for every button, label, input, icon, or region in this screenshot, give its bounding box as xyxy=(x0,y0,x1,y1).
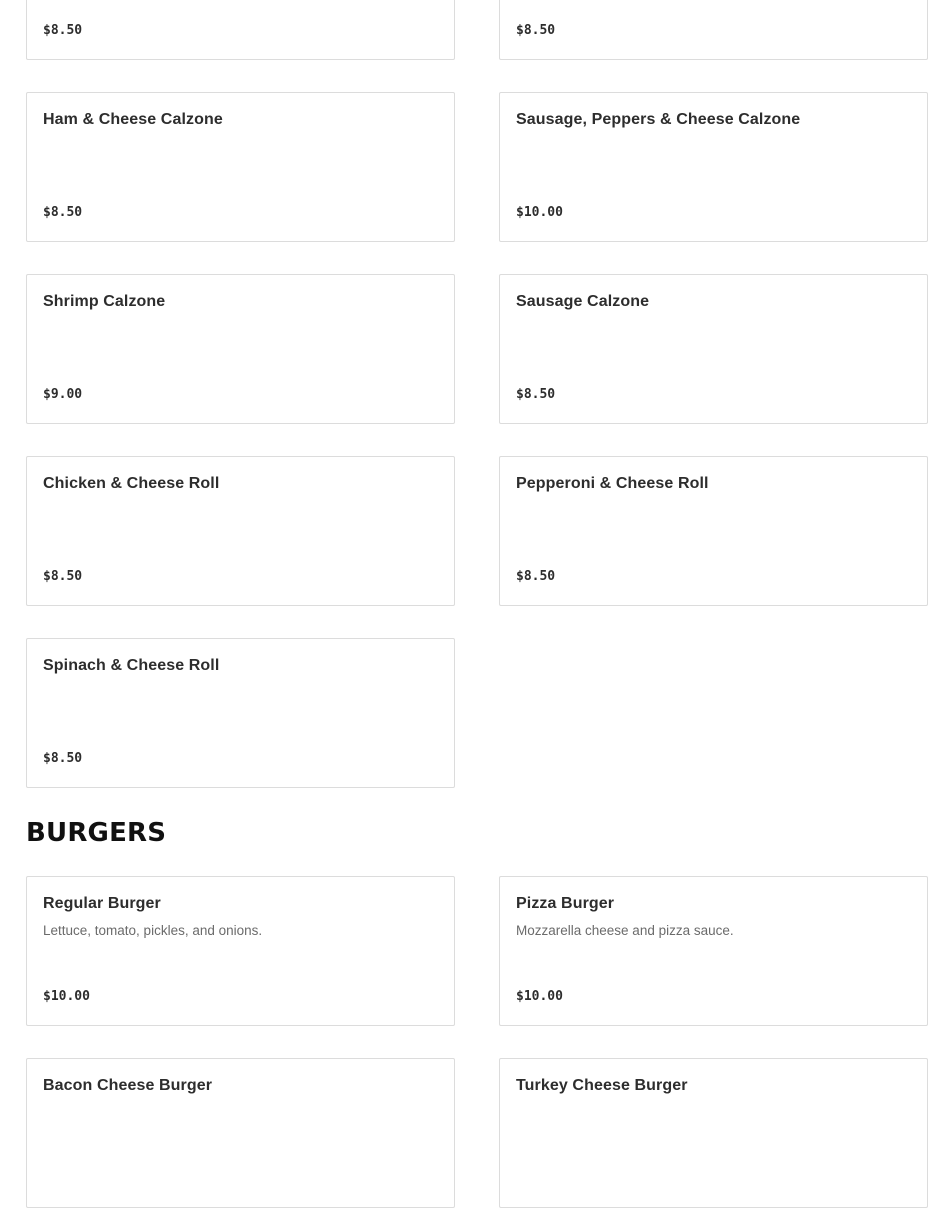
item-price: $10.00 xyxy=(43,989,90,1004)
menu-item-card[interactable] xyxy=(499,876,928,1026)
item-price: $8.50 xyxy=(43,23,83,38)
item-name: Ham & Cheese Calzone xyxy=(43,111,223,128)
item-description: Mozzarella cheese and pizza sauce. xyxy=(516,923,734,938)
item-price: $10.00 xyxy=(516,205,563,220)
item-name: Turkey Cheese Burger xyxy=(516,1077,688,1094)
item-price: $8.50 xyxy=(43,751,83,766)
item-name: Pepperoni & Cheese Roll xyxy=(516,475,709,492)
menu-item-card[interactable] xyxy=(499,274,928,424)
menu-item-card[interactable] xyxy=(26,274,455,424)
item-name: Chicken & Cheese Roll xyxy=(43,475,220,492)
menu-item-card[interactable] xyxy=(499,456,928,606)
item-name: Pizza Burger xyxy=(516,895,615,912)
item-price: $8.50 xyxy=(516,23,556,38)
section-heading-burgers: BURGERS xyxy=(26,818,167,848)
item-price: $8.50 xyxy=(43,205,83,220)
item-price: $10.00 xyxy=(516,989,563,1004)
menu-item-card[interactable] xyxy=(26,92,455,242)
menu-item-card[interactable] xyxy=(499,92,928,242)
menu-item-card[interactable] xyxy=(499,0,928,60)
item-description: Lettuce, tomato, pickles, and onions. xyxy=(43,923,263,938)
menu-item-card[interactable] xyxy=(26,876,455,1026)
menu-item-card[interactable] xyxy=(26,456,455,606)
menu-item-card[interactable] xyxy=(26,638,455,788)
menu-item-card[interactable] xyxy=(499,1058,928,1208)
item-price: $8.50 xyxy=(43,569,83,584)
item-name: Spinach & Cheese Roll xyxy=(43,657,220,674)
menu-item-card[interactable] xyxy=(26,1058,455,1208)
menu-item-card[interactable] xyxy=(26,0,455,60)
item-price: $8.50 xyxy=(516,387,556,402)
item-price: $8.50 xyxy=(516,569,556,584)
item-name: Bacon Cheese Burger xyxy=(43,1077,213,1094)
item-name: Sausage, Peppers & Cheese Calzone xyxy=(516,111,801,128)
item-price: $9.00 xyxy=(43,387,83,402)
item-name: Sausage Calzone xyxy=(516,293,650,310)
item-name: Shrimp Calzone xyxy=(43,293,166,310)
item-name: Regular Burger xyxy=(43,895,161,912)
